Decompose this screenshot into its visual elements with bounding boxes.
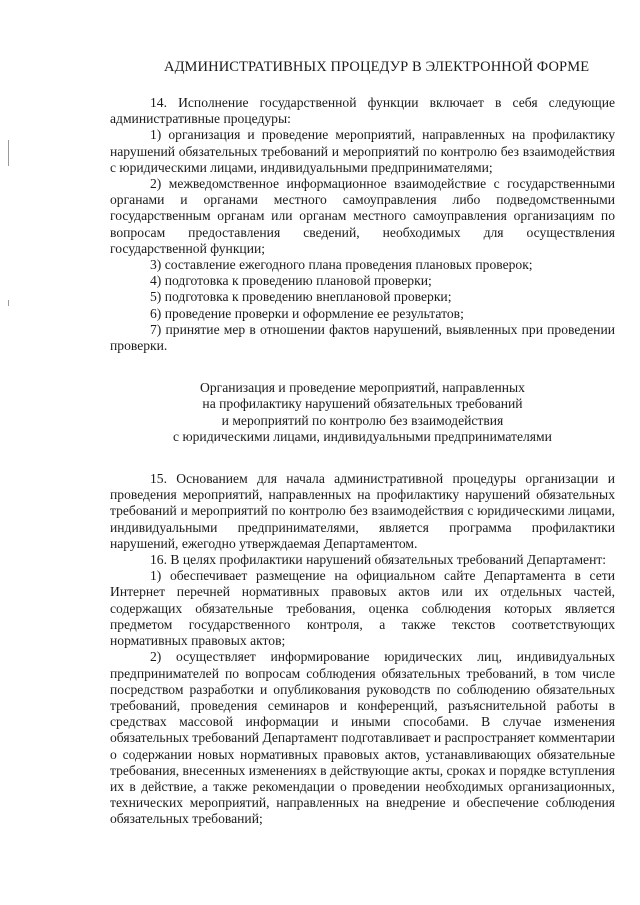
list-item-14-4: 4) подготовка к проведению плановой проверки; bbox=[150, 273, 432, 289]
list-item-16-1: 1) обеспечивает размещение на официальном сайте Департамента в сети Интернет перечней нормативных правовых актов или их отдельных частей, содержащих обязательные требования, оценка соблюдения которых является предметом государственного контроля, а также текстов соответствующих нормативных правовых актов; bbox=[110, 568, 615, 649]
list-item-14-1: 1) организация и проведение мероприятий, направленных на профилактику нарушений обязательных требований и мероприятий по контролю без взаимодействия с юридическими лицами, индивидуальными предпринимателями; bbox=[110, 127, 615, 175]
document-body bbox=[110, 95, 615, 828]
list-item-14-5: 5) подготовка к проведению внеплановой проверки; bbox=[150, 289, 452, 305]
section-heading-line: и мероприятий по контролю без взаимодействия bbox=[221, 412, 504, 428]
document-title: АДМИНИСТРАТИВНЫХ ПРОЦЕДУР В ЭЛЕКТРОННОЙ ФОРМЕ bbox=[164, 59, 590, 75]
paragraph-15: 15. Основанием для начала административной процедуры организации и проведения мероприятий, направленных на профилактику нарушений обязательных требований и мероприятий по контролю без взаимодействия с юридическими лицами, индивидуальными предпринимателями, является программа профилактики нарушений, ежегодно утверждаемая Департаментом. bbox=[110, 471, 615, 551]
list-item-14-3: 3) составление ежегодного плана проведения плановых проверок; bbox=[150, 257, 533, 273]
paragraph-16: 16. В целях профилактики нарушений обязательных требований Департамент: bbox=[150, 552, 607, 568]
scan-margin-mark bbox=[8, 300, 9, 306]
list-item-14-2: 2) межведомственное информационное взаимодействие с государственными органами и органами местного самоуправления либо подведомственными государственным органам или органам местного самоуправления организациям по вопросам предоставления сведений, необходимых для осуществления государственной функции; bbox=[110, 176, 615, 256]
section-heading-line: с юридическими лицами, индивидуальными предпринимателями bbox=[173, 428, 552, 444]
section-heading-line: Организация и проведение мероприятий, направленных bbox=[200, 380, 525, 396]
scan-margin-mark bbox=[8, 140, 9, 166]
list-item-16-2: 2) осуществляет информирование юридических лиц, индивидуальных предпринимателей по вопросам соблюдения обязательных требований, в том числе посредством разработки и опубликования руководств по соблюдению обязательных требований, проведения семинаров и конференций, разъяснительной работы в средствах массовой информации и иными способами. В случае изменения обязательных требований Департамент подготавливает и распространяет комментарии о содержании новых нормативных правовых актов, устанавливающих обязательные требования, внесенных изменениях в действующие акты, сроках и порядке вступления их в действие, а также рекомендации о проведении необходимых организационных, технических мероприятий, направленных на внедрение и обеспечение соблюдения обязательных требований; bbox=[110, 649, 616, 827]
list-item-14-7: 7) принятие мер в отношении фактов нарушений, выявленных при проведении проверки. bbox=[110, 321, 615, 354]
paragraph-14: 14. Исполнение государственной функции включает в себя следующие административные процедуры: bbox=[110, 95, 615, 127]
section-heading-line: на профилактику нарушений обязательных требований bbox=[202, 396, 523, 412]
list-item-14-6: 6) проведение проверки и оформление ее результатов; bbox=[150, 305, 464, 321]
section-heading bbox=[110, 380, 615, 445]
